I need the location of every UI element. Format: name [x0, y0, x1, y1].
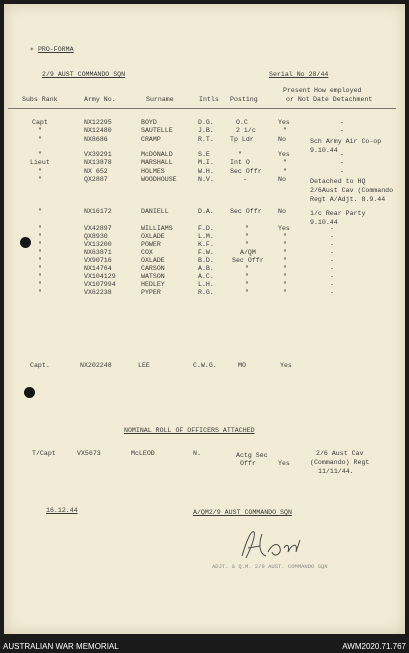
cell-how-employed: - [340, 151, 344, 158]
cell-army-no: VX42897 [84, 225, 112, 232]
cell-rank: " [38, 151, 42, 158]
cell-how-employed: - [330, 289, 334, 296]
cell-army-no: NX14764 [84, 265, 112, 272]
cell-intls: F.W. [198, 249, 214, 256]
cell-rank: " [38, 241, 42, 248]
cell-rank: Lieut [30, 159, 50, 166]
attached-title: NOMINAL ROLL OF OFFICERS ATTACHED [124, 427, 255, 434]
attached-present: Yes [278, 460, 290, 467]
attached-posting: Actg Sec [236, 452, 268, 459]
cell-intls: K.F. [198, 241, 214, 248]
cell-posting: - [243, 176, 247, 183]
cell-rank: Capt [32, 119, 48, 126]
cell-army-no: QX8930 [84, 233, 108, 240]
cell-posting: " [245, 265, 249, 272]
extra-present: Yes [280, 362, 292, 369]
cell-posting: A/QM [240, 249, 256, 256]
cell-army-no: NX12295 [84, 119, 112, 126]
cell-how-employed: 1/c Rear Party 9.10.44 [310, 210, 366, 226]
cell-how-employed: - [340, 119, 344, 126]
cell-intls: J.B. [198, 127, 214, 134]
cell-present: " [283, 249, 287, 256]
cell-how-employed: Sch Army Air Co-op 9.10.44 [310, 138, 382, 154]
cell-rank: " [38, 208, 42, 215]
attached-how-1: 2/6 Aust Cav [316, 450, 364, 457]
cell-posting: " [245, 225, 249, 232]
header-intls: Intls [199, 96, 219, 103]
cell-intls: L.H. [198, 281, 214, 288]
cell-present: Yes [278, 151, 290, 158]
cell-rank: " [38, 168, 42, 175]
cell-posting: 2 i/c [236, 127, 256, 134]
cell-posting: Int O [230, 159, 250, 166]
footer-bar [0, 641, 409, 653]
cell-present: " [283, 281, 287, 288]
cell-surname: MARSHALL [141, 159, 173, 166]
cell-present: " [283, 127, 287, 134]
cell-present: " [283, 168, 287, 175]
handwritten-signature [238, 526, 318, 562]
cell-posting: O.C [236, 119, 248, 126]
form-mark: ∗ PRO-FORMA [30, 46, 74, 53]
cell-rank: " [38, 225, 42, 232]
attached-surname: McLEOD [131, 450, 155, 457]
cell-present: " [283, 265, 287, 272]
cell-how-employed: - [330, 281, 334, 288]
cell-surname: WOODHOUSE [141, 176, 177, 183]
cell-surname: SAUTELLE [141, 127, 173, 134]
header-rule [8, 108, 396, 109]
cell-army-no: NX13878 [84, 159, 112, 166]
cell-present: No [278, 176, 286, 183]
cell-surname: CARSON [141, 265, 165, 272]
cell-how-employed: - [330, 257, 334, 264]
cell-how-employed: - [340, 127, 344, 134]
cell-intls: D.G. [198, 119, 214, 126]
cell-present: " [283, 159, 287, 166]
cell-surname: HEDLEY [141, 281, 165, 288]
cell-rank: " [38, 257, 42, 264]
footer-accession: AWM2020.71.767 [342, 642, 406, 651]
cell-how-employed: - [330, 265, 334, 272]
cell-army-no: VX39291 [84, 151, 112, 158]
cell-army-no: NX63871 [84, 249, 112, 256]
extra-rank: Capt. [30, 362, 50, 369]
attached-how-3: 11/11/44. [318, 468, 354, 475]
cell-how-employed: - [330, 273, 334, 280]
cell-rank: " [38, 273, 42, 280]
cell-posting: " [245, 281, 249, 288]
cell-posting: " [245, 273, 249, 280]
cell-intls: M.I. [198, 159, 214, 166]
cell-posting: " [238, 151, 242, 158]
cell-surname: HOLMES [141, 168, 165, 175]
attached-how-2: (Commando) Regt [310, 459, 370, 466]
cell-present: " [283, 289, 287, 296]
cell-intls: R.G. [198, 289, 214, 296]
attached-army-no: VX5673 [77, 450, 101, 457]
cell-rank: " [38, 249, 42, 256]
cell-rank: " [38, 289, 42, 296]
cell-posting: " [245, 241, 249, 248]
cell-army-no: VX104129 [84, 273, 116, 280]
cell-how-employed: - [340, 159, 344, 166]
header-surname: Surname [146, 96, 174, 103]
cell-posting: Tp Ldr [230, 136, 254, 143]
cell-army-no: NX12480 [84, 127, 112, 134]
header-present: Present [283, 87, 311, 94]
cell-posting: Sec Offr [230, 168, 262, 175]
cell-army-no: VX107994 [84, 281, 116, 288]
signoff: A/QM2/9 AUST COMMANDO SQN [193, 509, 292, 516]
cell-army-no: VX13200 [84, 241, 112, 248]
cell-rank: " [38, 136, 42, 143]
cell-intls: B.D. [198, 257, 214, 264]
cell-how-employed: Detached to HQ 2/6Aust Cav (Commando Regt A/Adjt. 8.9.44 [310, 178, 394, 203]
cell-intls: A.C. [198, 273, 214, 280]
attached-intls: N. [193, 450, 201, 457]
cell-army-no: NX 652 [84, 168, 108, 175]
cell-surname: McDONALD [141, 151, 173, 158]
cell-surname: WILLIAMS [141, 225, 173, 232]
punch-hole [24, 387, 35, 398]
cell-present: " [283, 273, 287, 280]
cell-surname: PYPER [141, 289, 161, 296]
cell-how-employed: - [330, 241, 334, 248]
cell-present: Yes [278, 225, 290, 232]
cell-intls: S.E [198, 151, 210, 158]
cell-army-no: QX2887 [84, 176, 108, 183]
header-posting: Posting [230, 96, 258, 103]
cell-posting: Sec Offr [232, 257, 264, 264]
cell-surname: CRAMP [141, 136, 161, 143]
cell-army-no: VX62238 [84, 289, 112, 296]
cell-surname: DANIELL [141, 208, 169, 215]
cell-how-employed: - [340, 168, 344, 175]
cell-intls: L.M. [198, 233, 214, 240]
attached-posting-2: Offr [240, 460, 256, 467]
cell-rank: " [38, 281, 42, 288]
cell-intls: R.T. [198, 136, 214, 143]
cell-surname: OXLADE [141, 233, 165, 240]
extra-posting: MO [238, 362, 246, 369]
cell-intls: N.V. [198, 176, 214, 183]
cell-present: Yes [278, 119, 290, 126]
cell-army-no: NX8686 [84, 136, 108, 143]
cell-how-employed: - [330, 233, 334, 240]
cell-present: " [283, 241, 287, 248]
cell-how-employed: - [330, 249, 334, 256]
cell-posting: " [245, 233, 249, 240]
cell-army-no: VX90716 [84, 257, 112, 264]
cell-present: No [278, 136, 286, 143]
cell-intls: A.B. [198, 265, 214, 272]
cell-rank: " [38, 265, 42, 272]
document-date: 16.12.44 [46, 507, 78, 514]
footer-credit: AUSTRALIAN WAR MEMORIAL [3, 642, 119, 651]
cell-intls: D.A. [198, 208, 214, 215]
unit-title: 2/9 AUST COMMANDO SQN [42, 71, 126, 78]
extra-surname: LEE [138, 362, 150, 369]
cell-intls: F.D. [198, 225, 214, 232]
header-date-detachment: Date Detachment [313, 96, 373, 103]
header-present-2: or Not [286, 96, 310, 103]
cell-army-no: NX16172 [84, 208, 112, 215]
header-subs-rank: Subs Rank [22, 96, 58, 103]
cell-intls: W.H. [198, 168, 214, 175]
cell-present: " [283, 257, 287, 264]
cell-rank: " [38, 176, 42, 183]
cell-surname: BOYD [141, 119, 157, 126]
serial-number: Serial No 28/44 [269, 71, 329, 78]
cell-how-employed: - [330, 225, 334, 232]
cell-surname: COX [141, 249, 153, 256]
header-army-no: Army No. [84, 96, 116, 103]
cell-present: No [278, 208, 286, 215]
cell-posting: Sec Offr [230, 208, 262, 215]
extra-army-no: NX202248 [80, 362, 112, 369]
header-how-employed: How employed [314, 87, 362, 94]
cell-rank: " [38, 127, 42, 134]
attached-rank: T/Capt [32, 450, 56, 457]
cell-surname: POWER [141, 241, 161, 248]
stamp: ADJT. & Q.M. 2/9 AUST. COMMANDO SQN [212, 563, 328, 570]
punch-hole [20, 237, 31, 248]
cell-rank: " [38, 233, 42, 240]
cell-surname: WATSON [141, 273, 165, 280]
cell-surname: OXLADE [141, 257, 165, 264]
extra-intls: C.W.G. [193, 362, 217, 369]
cell-posting: " [245, 289, 249, 296]
cell-present: " [283, 233, 287, 240]
